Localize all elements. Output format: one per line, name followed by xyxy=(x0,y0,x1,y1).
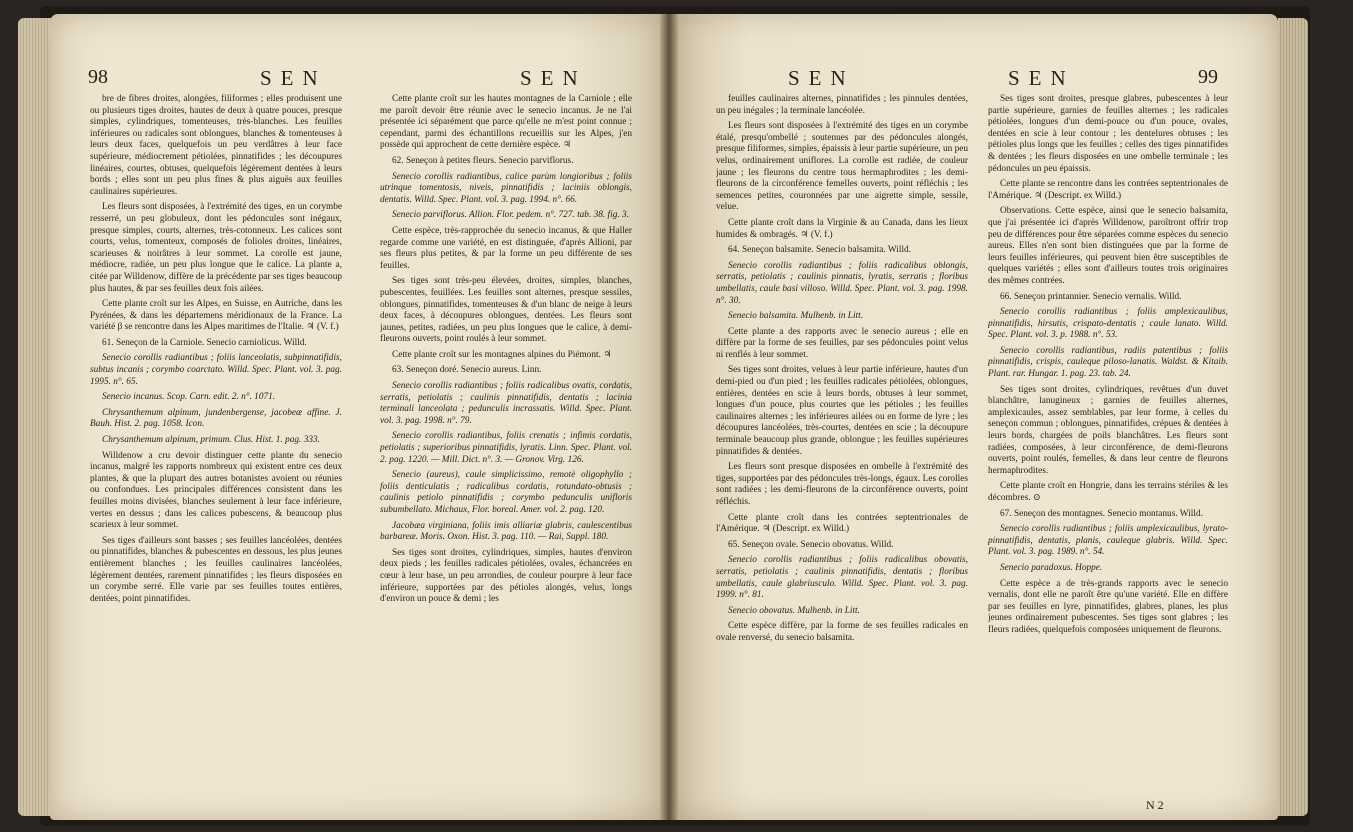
paragraph: Senecio corollis radiantibus, calice parùm longioribus ; foliis utrinque tomentosis, niveis, pinnatifidis ; laciniis oblongis, dentatis. Willd. Spec. Plant. vol. 3. pag. 1994. n°. 66. xyxy=(380,171,632,205)
paragraph: Les fleurs sont presque disposées en ombelle à l'extrémité des tiges, supportées par des pédoncules très-longs, égaux. Les corolles sont radiées ; les demi-fleurons de la circonférence ouverts, point réfléchis. xyxy=(716,462,968,507)
page-number: 99 xyxy=(1198,66,1218,88)
paragraph: Ses tiges sont droites, cylindriques, revêtues d'un duvet blanchâtre, lanugineux ; garnies de feuilles alternes, amplexicaules, assez semblables, par leur forme, à celles du seneçon commun ; oblongues, pinnatifides, crépues & dentées à leurs bords, chargées de poils blanchâtres. Les fleurs sont radiées, composées, à leur circonférence, de demi-fleurons ouverts, point roulés, femelles, & dans leur centre de fleurons hermaphrodites. xyxy=(988,384,1228,476)
running-head: SEN xyxy=(788,66,855,90)
paragraph: Cette espèce diffère, par la forme de ses feuilles radicales en ovale renversé, du senecio balsamita. xyxy=(716,621,968,643)
paragraph: Les fleurs sont disposées, à l'extrémité des tiges, en un corymbe resserré, un peu globuleux, dont les pédoncules sont inégaux, presque simples, courts, alternes, très-cotonneux. Les calices sont courts, velus, tomenteux, composés de folioles droites, linéaires, scarieuses & noirâtres à leur sommet. La corolle est jaune, médiocre, radiée, un peu plus longue que le calice. La plante a, citée par Willdenow, diffère de la précédente par ses tiges beaucoup plus hautes, & par ses feuilles deux fois ailées. xyxy=(90,202,342,294)
paragraph: Senecio parviflorus. Allion. Flor. pedem. n°. 727. tab. 38. fig. 3. xyxy=(392,210,629,221)
paragraph: Cette plante croît sur les Alpes, en Suisse, en Autriche, dans les Pyrénées, & dans les départemens méridionaux de la France. La variété β se rencontre dans les Alpes maritimes de l'Italie. ♃ (V. f.) xyxy=(90,299,342,333)
page-number: 98 xyxy=(88,66,108,88)
paragraph: Ses tiges sont droites, velues à leur partie inférieure, hautes d'un demi-pied ou d'un pied ; les feuilles radicales pétiolées, oblongues, entières, dentées en scie à leurs bords, obtuses à leur sommet, longues d'un pouce, plus courtes que les pétioles ; les feuilles caulinaires alternes ; les inférieures ailées ou en forme de lyre ; les découpures lancéolées, très-courtes, dentées en scie ; la découpure terminale beaucoup plus grande, oblongue ; les feuilles supérieures pinnatifides & dentées. xyxy=(716,365,968,457)
paragraph: Senecio corollis radiantibus, foliis crenatis ; infimis cordatis, petiolatis ; superioribus pinnatifidis, lyratis. Linn. Spec. Plant. vol. 2. pag. 1220. — Mill. Dict. n°. 3. — Gronov. Virg. 126. xyxy=(380,431,632,465)
paragraph: feuilles caulinaires alternes, pinnatifides ; les pinnules dentées, un peu inégales ; la terminale lancéolée. xyxy=(716,94,968,116)
paragraph: Observations. Cette espèce, ainsi que le senecio balsamita, que j'ai présentée ici d'après Willdenow, paroîtront offrir trop peu de différences pour être séparées comme espèces du senecio aureus. Elles n'en sont bien distinguées que par la forme de leurs feuilles inférieures, qui peuvent bien être susceptibles de quelques variétés ; elles sont d'ailleurs toutes trois originaires des mêmes contrées. xyxy=(988,206,1228,286)
paragraph: Senecio corollis radiantibus ; foliis radicalibus obovatis, serratis, petiolatis ; caulinis pinnatifidis, dentatis ; floribus umbellatis, caule glabriusculo. Willd. Spec. Plant. vol. 3. pag. 1999. n°. 81. xyxy=(716,555,968,601)
paragraph: Senecio obovatus. Mulhenb. in Litt. xyxy=(728,605,860,616)
paragraph: Cette plante a des rapports avec le senecio aureus ; elle en diffère par la forme de ses feuilles, par ses pédoncules point velus ni renflés à leur sommet. xyxy=(716,326,968,360)
paragraph: Senecio corollis radiantibus ; foliis radicalibus ovatis, cordatis, serratis, petiolatis ; caulinis pinnatifidis, dentatis ; lacinia terminali lanceolata ; pedunculis incrassatis. Willd. Spec. Plant. vol. 3. pag. 1998. n°. 79. xyxy=(380,381,632,426)
paragraph: Cette espèce, très-rapprochée du senecio incanus, & que Haller regarde comme une variété, en est distinguée, d'après Allioni, par ses fleurs plus petites, & par la forme un peu différente de ses feuilles. xyxy=(380,225,632,271)
paragraph: Senecio (aureus), caule simplicissimo, remotè oligophyllo ; foliis denticulatis ; radicalibus cordatis, rotundato-obtusis ; caulinis petiolo pinnatifidis ; corymbo pedunculis unifloris subumbellato. Michaux, Flor. boreal. Amer. vol. 2. pag. 120. xyxy=(380,470,632,515)
running-head: SEN xyxy=(1008,66,1075,90)
paragraph: 65. Seneçon ovale. Senecio obovatus. Willd. xyxy=(728,539,894,550)
column-right-2 xyxy=(988,94,1228,790)
paragraph: Chrysanthemum alpinum, primum. Clus. Hist. 1. pag. 333. xyxy=(102,435,320,446)
paragraph: Senecio corollis radiantibus, radiis patentibus ; foliis pinnatifidis, crispis, cauleque piloso-lanatis. Waldst. & Kitaib. Plant. rar. Hungar. 1. pag. 23. tab. 24. xyxy=(988,345,1228,380)
running-head: SEN xyxy=(520,66,587,90)
paragraph: Cette espèce a de très-grands rapports avec le senecio vernalis, dont elle ne paroît être qu'une variété. Elle en diffère par ses feuilles en lyre, pinnatifides, glabres, planes, les plus jeunes ordinairement pubescentes. Ses tiges sont glabres ; les fleurs radiées, quelquefois composées uniquement de fleurons. xyxy=(988,578,1228,635)
paragraph: Chrysanthemum alpinum, jundenbergense, jacobeæ affine. J. Bauh. Hist. 2. pag. 1058. Icon. xyxy=(90,407,342,430)
paragraph: Ses tiges sont très-peu élevées, droites, simples, blanches, pubescentes, feuillées. Les feuilles sont alternes, presque sessiles, oblongues, pinnatifides, tomenteuses & d'un blanc de neige à leurs deux faces, à découpures oblongues, dentées. Les fleurs sont jaunes, petites, radiées, un peu plus longues que le calice, à demi-fleurons ouverts, point roulés à leur sommet. xyxy=(380,276,632,345)
paragraph: Senecio corollis radiantibus ; foliis amplexicaulibus, lyrato-pinnatifidis, dentatis, planis, cauleque glabris. Willd. Spec. Plant. vol. 3. pag. 1989. n°. 54. xyxy=(988,524,1228,558)
column-right-1 xyxy=(716,94,968,790)
paragraph: bre de fibres droites, alongées, filiformes ; elles produisent une ou plusieurs tiges droites, hautes de deux à quatre pouces, presque simples, cylindriques, tomenteuses, très-blanches. Les feuilles inférieures ou radicales sont oblongues, blanches & tomenteuses à leurs deux faces, quelquefois un peu verdâtres à leur face supérieure, médiocrement pétiolées, pinnatifides ; les découpures linéaires, courtes, obtuses, quelquefois légèrement dentées à leurs bords ; elles sont un peu plus fines & plus aiguës aux feuilles caulinaires supérieures. xyxy=(90,94,342,197)
paragraph: Senecio balsamita. Mulhenb. in Litt. xyxy=(728,311,864,322)
paragraph: Senecio paradoxus. Hoppe. xyxy=(1000,562,1103,573)
paragraph: 64. Seneçon balsamite. Senecio balsamita. Willd. xyxy=(728,245,912,256)
right-page-edges xyxy=(1278,18,1308,816)
right-page xyxy=(678,14,1278,820)
column-left-2 xyxy=(380,94,632,790)
paragraph: Cette plante se rencontre dans les contrées septentrionales de l'Amérique. ♃ (Descript. ex Willd.) xyxy=(988,179,1228,201)
column-left-1 xyxy=(90,94,342,790)
paragraph: Cette plante croît sur les hautes montagnes de la Carniole ; elle me paroît devoir être réunie avec le senecio incanus. Je ne l'ai présentée ici séparément que parce qu'elle ne m'est point connue ; cependant, parmi des échantillons recueillis sur les Alpes, j'en possède qui approchent de cette dernière espèce. ♃ xyxy=(380,94,632,151)
paragraph: Les fleurs sont disposées à l'extrémité des tiges en un corymbe étalé, presqu'ombellé ; soutenues par des pédoncules alongés, presque filiformes, simples, épaissis à leur partie supérieure, un peu velus, ordinairement uniflores. La corolle est radiée, de couleur jaune ; les fleurons du centre tous hermaphrodites ; les demi-fleurons de la circonférence femelles ouverts, point réfléchis ; les semences petites, couronnées par une aigrette simple, sessile, velue. xyxy=(716,121,968,213)
paragraph: 66. Seneçon printannier. Senecio vernalis. Willd. xyxy=(1000,291,1182,302)
paragraph: 63. Seneçon doré. Senecio aureus. Linn. xyxy=(392,365,542,376)
right-header xyxy=(678,66,1278,92)
running-head: SEN xyxy=(260,66,327,90)
signature-mark: N 2 xyxy=(1146,798,1164,812)
paragraph: Senecio corollis radiantibus ; foliis radicalibus oblongis, serratis, petiolatis ; caulinis pinnatis, lyratis, serratis ; floribus umbellatis, caule basi villoso. Willd. Spec. Plant. vol. 3. pag. 1998. n°. 30. xyxy=(716,260,968,306)
paragraph: Cette plante croît en Hongrie, dans les terrains stériles & les décombres. ⊙ xyxy=(988,481,1228,503)
paragraph: 67. Seneçon des montagnes. Senecio montanus. Willd. xyxy=(1000,508,1203,519)
paragraph: Ses tiges d'ailleurs sont basses ; ses feuilles lancéolées, dentées ou pinnatifides, blanches & pubescentes en dessous, les plus jeunes entièrement blanches ; les feuilles caulinaires lancéolées, légèrement dentées, rarement pinnatifides ; les fleurs disposées en un corymbe serré. Elle varie par ses feuilles toutes entières, dentées, point pinnatifides. xyxy=(90,535,342,604)
paragraph: Senecio corollis radiantibus ; foliis amplexicaulibus, pinnatifidis, hirsutis, crispato-dentatis ; caule lanato. Willd. Spec. Plant. vol. 3. p. 1988. n°. 53. xyxy=(988,307,1228,341)
paragraph: Jacobæa virginiana, foliis imis alliariæ glabris, caulescentibus barbareæ. Moris. Oxon. Hist. 3. pag. 110. — Rai, Suppl. 180. xyxy=(380,520,632,543)
paragraph: Ses tiges sont droites, cylindriques, simples, hautes d'environ deux pieds ; les feuilles radicales pétiolées, ovales, échancrées en cœur à leur base, un peu arrondies, de couleur pourpre à leur face inférieure, supportées par des pétioles alongés, velus, longs d'environ un pouce & demi ; les xyxy=(380,547,632,605)
left-page-edges xyxy=(18,18,52,816)
book-gutter xyxy=(660,14,678,820)
paragraph: Senecio corollis radiantibus ; foliis lanceolatis, subpinnatifidis, subtus incanis ; corymbo coarctato. Willd. Spec. Plant. vol. 3. pag. 1995. n°. 65. xyxy=(90,353,342,387)
paragraph: Ses tiges sont droites, presque glabres, pubescentes à leur partie supérieure, garnies de feuilles alternes ; les radicales pétiolées, longues d'un demi-pouce ou d'un pouce, ovales, dentées en scie à leur contour ; les dentelures obtuses ; les pétioles plus longs que les feuilles ; celles des tiges pinnatifides & dentées ; les fleurs disposées en une ombelle terminale ; les pédoncules un peu épaissis. xyxy=(988,94,1228,174)
paragraph: Cette plante croît dans la Virginie & au Canada, dans les lieux humides & ombragés. ♃ (V. f.) xyxy=(716,217,968,240)
paragraph: 61. Seneçon de la Carniole. Senecio carniolicus. Willd. xyxy=(102,337,307,348)
paragraph: 62. Seneçon à petites fleurs. Senecio parviflorus. xyxy=(392,155,574,166)
paragraph: Willdenow a cru devoir distinguer cette plante du senecio incanus, malgré les rapports nombreux qui existent entre ces deux plantes, & que la plupart des autres botanistes avoient ou réunies ou confondues. Les principales différences consistent dans les feuilles moins divisées, blanches seulement à leur face inférieure, vertes en dessus ; dans les calices pubescens, & beaucoup plus scarieux à leur sommet. xyxy=(90,450,342,531)
left-page xyxy=(50,14,660,820)
paragraph: Cette plante croît sur les montagnes alpines du Piémont. ♃ xyxy=(392,349,612,360)
left-header xyxy=(50,66,660,92)
paragraph: Cette plante croît dans les contrées septentrionales de l'Amérique. ♃ (Descript. ex Willd.) xyxy=(716,512,968,535)
paragraph: Senecio incanus. Scop. Carn. edit. 2. n°. 1071. xyxy=(102,392,276,403)
